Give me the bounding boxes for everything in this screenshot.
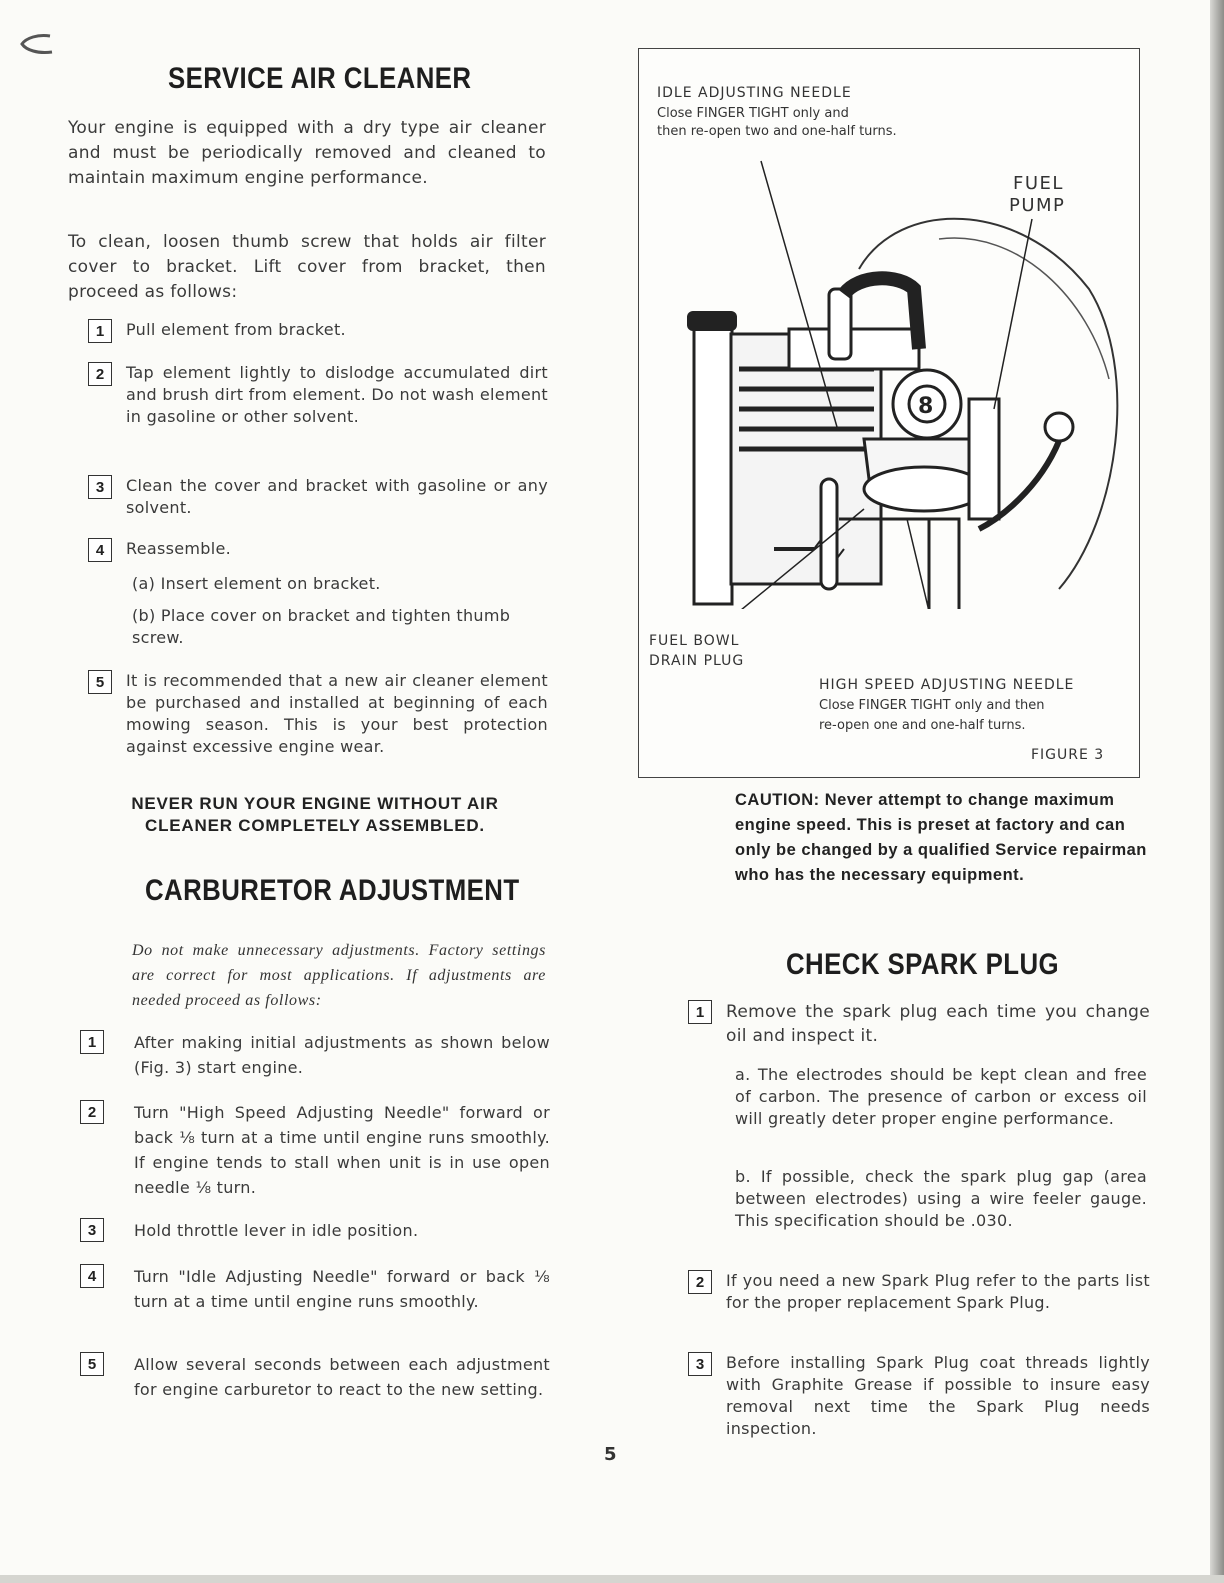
carburetor-illustration [639, 49, 1139, 609]
step-text: Turn "Idle Adjusting Needle" forward or back ⅛ turn at a time until engine runs smoothly. [134, 1267, 550, 1311]
step-text: Before installing Spark Plug coat threads lightly with Graphite Grease if possible to insure easy removal next time the Spark Plug needs inspection. [726, 1353, 1150, 1438]
carburetor-step-3 [80, 1218, 550, 1243]
fuel-label: FUEL [1013, 173, 1064, 194]
step-number: 2 [80, 1100, 104, 1124]
page-right-edge [1210, 0, 1224, 1583]
caution-note: CAUTION: Never attempt to change maximum engine speed. This is preset at factory and can only be changed by a qualified Service repairman who has the necessary equipment. [735, 791, 1147, 884]
figure-caption: FIGURE 3 [1031, 747, 1105, 763]
step-text: Remove the spark plug each time you change oil and inspect it. [726, 1002, 1150, 1046]
high-speed-needle-line-1: Close FINGER TIGHT only and then [819, 698, 1045, 713]
air-cleaner-step-5 [88, 670, 548, 758]
step-number: 1 [80, 1030, 104, 1054]
high-speed-needle-line-2: re-open one and one-half turns. [819, 718, 1026, 733]
air-cleaner-intro-1: Your engine is equipped with a dry type air cleaner and must be periodically removed and cleaned to maintain maximum engine performance. [68, 118, 546, 188]
step-number: 4 [80, 1264, 104, 1288]
carburetor-step-4 [80, 1264, 550, 1314]
page-number: 5 [604, 1444, 617, 1465]
step-number: 5 [80, 1352, 104, 1376]
step-number: 2 [688, 1270, 712, 1294]
step-text: After making initial adjustments as shown below (Fig. 3) start engine. [134, 1033, 550, 1077]
air-cleaner-step-1 [88, 319, 548, 343]
spark-plug-substep-a: a. The electrodes should be kept clean and free of carbon. The presence of carbon or excess oil will greatly deter proper engine performance. [735, 1065, 1147, 1128]
step-text: Pull element from bracket. [126, 320, 346, 339]
spark-plug-step-1 [688, 1000, 1150, 1048]
air-cleaner-step-2 [88, 362, 548, 428]
corner-mark-icon [16, 32, 56, 58]
carburetor-note: Do not make unnecessary adjustments. Factory settings are correct for most applications. If adjustments are needed proceed as follows: [132, 942, 546, 1009]
idle-needle-line-1: Close FINGER TIGHT only and [657, 106, 849, 121]
step-text: Reassemble. [126, 539, 231, 558]
step-number: 1 [88, 319, 112, 343]
step-text: Clean the cover and bracket with gasoline or any solvent. [126, 476, 548, 517]
pump-label: PUMP [1009, 195, 1066, 216]
spark-plug-step-2 [688, 1270, 1150, 1314]
step-number: 5 [88, 670, 112, 694]
step-text: If you need a new Spark Plug refer to the parts list for the proper replacement Spark Plug. [726, 1271, 1150, 1312]
idle-needle-title: IDLE ADJUSTING NEEDLE [657, 85, 852, 101]
carburetor-step-2 [80, 1100, 550, 1200]
air-cleaner-step-3 [88, 475, 548, 519]
idle-needle-line-2: then re-open two and one-half turns. [657, 124, 897, 139]
carburetor-step-1 [80, 1030, 550, 1080]
spark-plug-substep-b: b. If possible, check the spark plug gap (area between electrodes) using a wire feeler gauge. This specification should be .030. [735, 1167, 1147, 1230]
spark-plug-step-3 [688, 1352, 1150, 1440]
step-number: 3 [80, 1218, 104, 1242]
air-cleaner-substep-a: (a) Insert element on bracket. [132, 574, 381, 593]
page-bottom-edge [0, 1575, 1224, 1583]
step-text: Turn "High Speed Adjusting Needle" forward or back ⅛ turn at a time until engine runs smoothly. If engine tends to stall when unit is in use open needle ⅛ turn. [134, 1103, 550, 1197]
step-number: 3 [688, 1352, 712, 1376]
air-cleaner-step-4 [88, 538, 548, 562]
svg-text:8: 8 [918, 394, 934, 419]
step-text: Allow several seconds between each adjustment for engine carburetor to react to the new setting. [134, 1355, 550, 1399]
step-number: 3 [88, 475, 112, 499]
fuel-bowl-label-2: DRAIN PLUG [649, 653, 745, 669]
step-number: 1 [688, 1000, 712, 1024]
step-text: It is recommended that a new air cleaner element be purchased and installed at beginning of each mowing season. This is your best protection against excessive engine wear. [126, 671, 548, 756]
step-number: 4 [88, 538, 112, 562]
step-text: Tap element lightly to dislodge accumulated dirt and brush dirt from element. Do not wash element in gasoline or other solvent. [126, 363, 548, 426]
check-spark-plug-heading: CHECK SPARK PLUG [786, 948, 1060, 981]
air-cleaner-warning: NEVER RUN YOUR ENGINE WITHOUT AIR CLEANER COMPLETELY ASSEMBLED. [131, 794, 499, 835]
step-text: Hold throttle lever in idle position. [134, 1221, 419, 1240]
carburetor-adjustment-heading: CARBURETOR ADJUSTMENT [145, 874, 520, 907]
air-cleaner-intro-2: To clean, loosen thumb screw that holds air filter cover to bracket. Lift cover from bracket, then proceed as follows: [68, 232, 546, 302]
high-speed-needle-title: HIGH SPEED ADJUSTING NEEDLE [819, 677, 1075, 693]
service-air-cleaner-heading: SERVICE AIR CLEANER [168, 62, 472, 95]
figure-3-box [638, 48, 1140, 778]
fuel-bowl-label-1: FUEL BOWL [649, 633, 740, 649]
air-cleaner-substep-b: (b) Place cover on bracket and tighten thumb screw. [132, 606, 511, 647]
step-number: 2 [88, 362, 112, 386]
carburetor-step-5 [80, 1352, 550, 1402]
